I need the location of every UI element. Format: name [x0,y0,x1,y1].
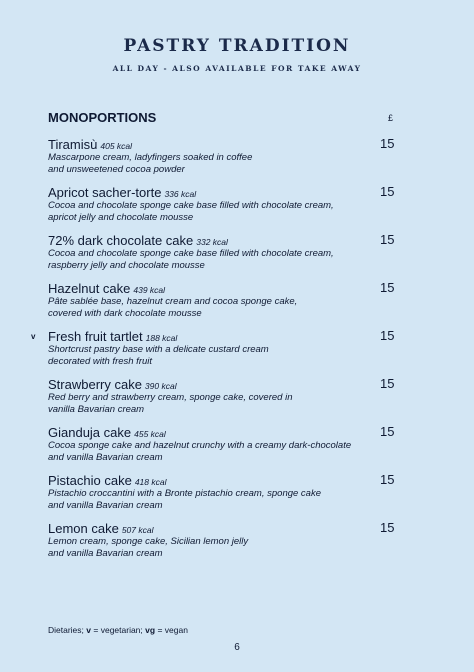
menu-item-price: 15 [380,328,395,343]
description-line: Cocoa and chocolate sponge cake base filled with chocolate cream, [48,248,334,259]
description-line: Pâte sablée base, hazelnut cream and cocoa sponge cake, [48,296,298,307]
description-line: and unsweetened cocoa powder [48,163,185,175]
menu-item-kcal: 332 kcal [196,237,228,247]
menu-item-name: 72% dark chocolate cake [48,233,194,248]
vegan-text: = vegan [157,625,188,635]
menu-item-price: 15 [380,184,395,199]
menu-item-price: 15 [380,472,395,487]
menu-item-name: Lemon cake [48,521,119,536]
menu-item-price: 15 [380,376,395,391]
menu-item-description [48,152,368,175]
dietaries-label: Dietaries; [48,625,84,635]
page-title: PASTRY TRADITION [123,36,351,56]
menu-item-price: 15 [380,232,395,247]
page-number: 6 [234,642,240,653]
menu-item-kcal: 405 kcal [100,141,133,151]
menu-item-description [48,248,368,271]
menu-item-price: 15 [380,136,395,151]
page-subtitle: ALL DAY - ALSO AVAILABLE FOR TAKE AWAY [112,64,362,73]
dietaries-footnote [48,625,188,635]
menu-item-kcal: 336 kcal [164,189,197,199]
vegetarian-text: = vegetarian; [93,625,143,635]
description-line: Cocoa and chocolate sponge cake base filled with chocolate cream, [48,200,334,211]
dietary-marker: v [31,332,36,341]
description-line: covered with dark chocolate mousse [48,307,202,319]
menu-item-kcal: 439 kcal [133,285,166,295]
description-line: vanilla Bavarian cream [48,403,145,415]
menu-item-description [48,440,368,463]
menu-item-description [48,536,368,559]
description-line: Mascarpone cream, ladyfingers soaked in coffee [48,152,253,163]
menu-item-description [48,200,368,223]
description-line: raspberry jelly and chocolate mousse [48,259,205,271]
menu-item-name: Hazelnut cake [48,281,131,296]
vegetarian-key: v [86,625,92,635]
menu-item-price: 15 [380,520,395,535]
section-title: MONOPORTIONS [48,110,157,125]
menu-item-name: Gianduja cake [48,425,132,440]
menu-item-kcal: 507 kcal [121,525,154,535]
description-line: Pistachio croccantini with a Bronte pistachio cream, sponge cake [48,488,321,499]
currency-symbol: £ [388,113,394,123]
description-line: Red berry and strawberry cream, sponge cake, covered in [48,392,293,403]
menu-item-description [48,488,368,511]
menu-item-name: Tiramisù [48,137,98,152]
description-line: apricot jelly and chocolate mousse [48,211,194,223]
menu-item-kcal: 418 kcal [134,477,167,487]
menu-item-description [48,392,368,415]
menu-item-name: Strawberry cake [48,377,142,392]
menu-item-name: Fresh fruit tartlet [48,329,143,344]
menu-item-price: 15 [380,424,395,439]
menu-item-price: 15 [380,280,395,295]
description-line: and vanilla Bavarian cream [48,451,163,463]
description-line: decorated with fresh fruit [48,355,153,367]
description-line: and vanilla Bavarian cream [48,499,163,511]
menu-item-name: Pistachio cake [48,473,132,488]
description-line: Cocoa sponge cake and hazelnut crunchy with a creamy dark-chocolate [48,440,352,451]
menu-item-description [48,344,368,367]
menu-item-kcal: 188 kcal [145,333,178,343]
vegan-key: vg [145,625,156,635]
description-line: Shortcrust pastry base with a delicate custard cream [48,344,269,355]
menu-item-description [48,296,368,319]
menu-item-kcal: 455 kcal [134,429,166,439]
description-line: and vanilla Bavarian cream [48,547,163,559]
description-line: Lemon cream, sponge cake, Sicilian lemon jelly [48,536,249,547]
menu-item-kcal: 390 kcal [144,381,177,391]
menu-item-name: Apricot sacher-torte [48,185,162,200]
